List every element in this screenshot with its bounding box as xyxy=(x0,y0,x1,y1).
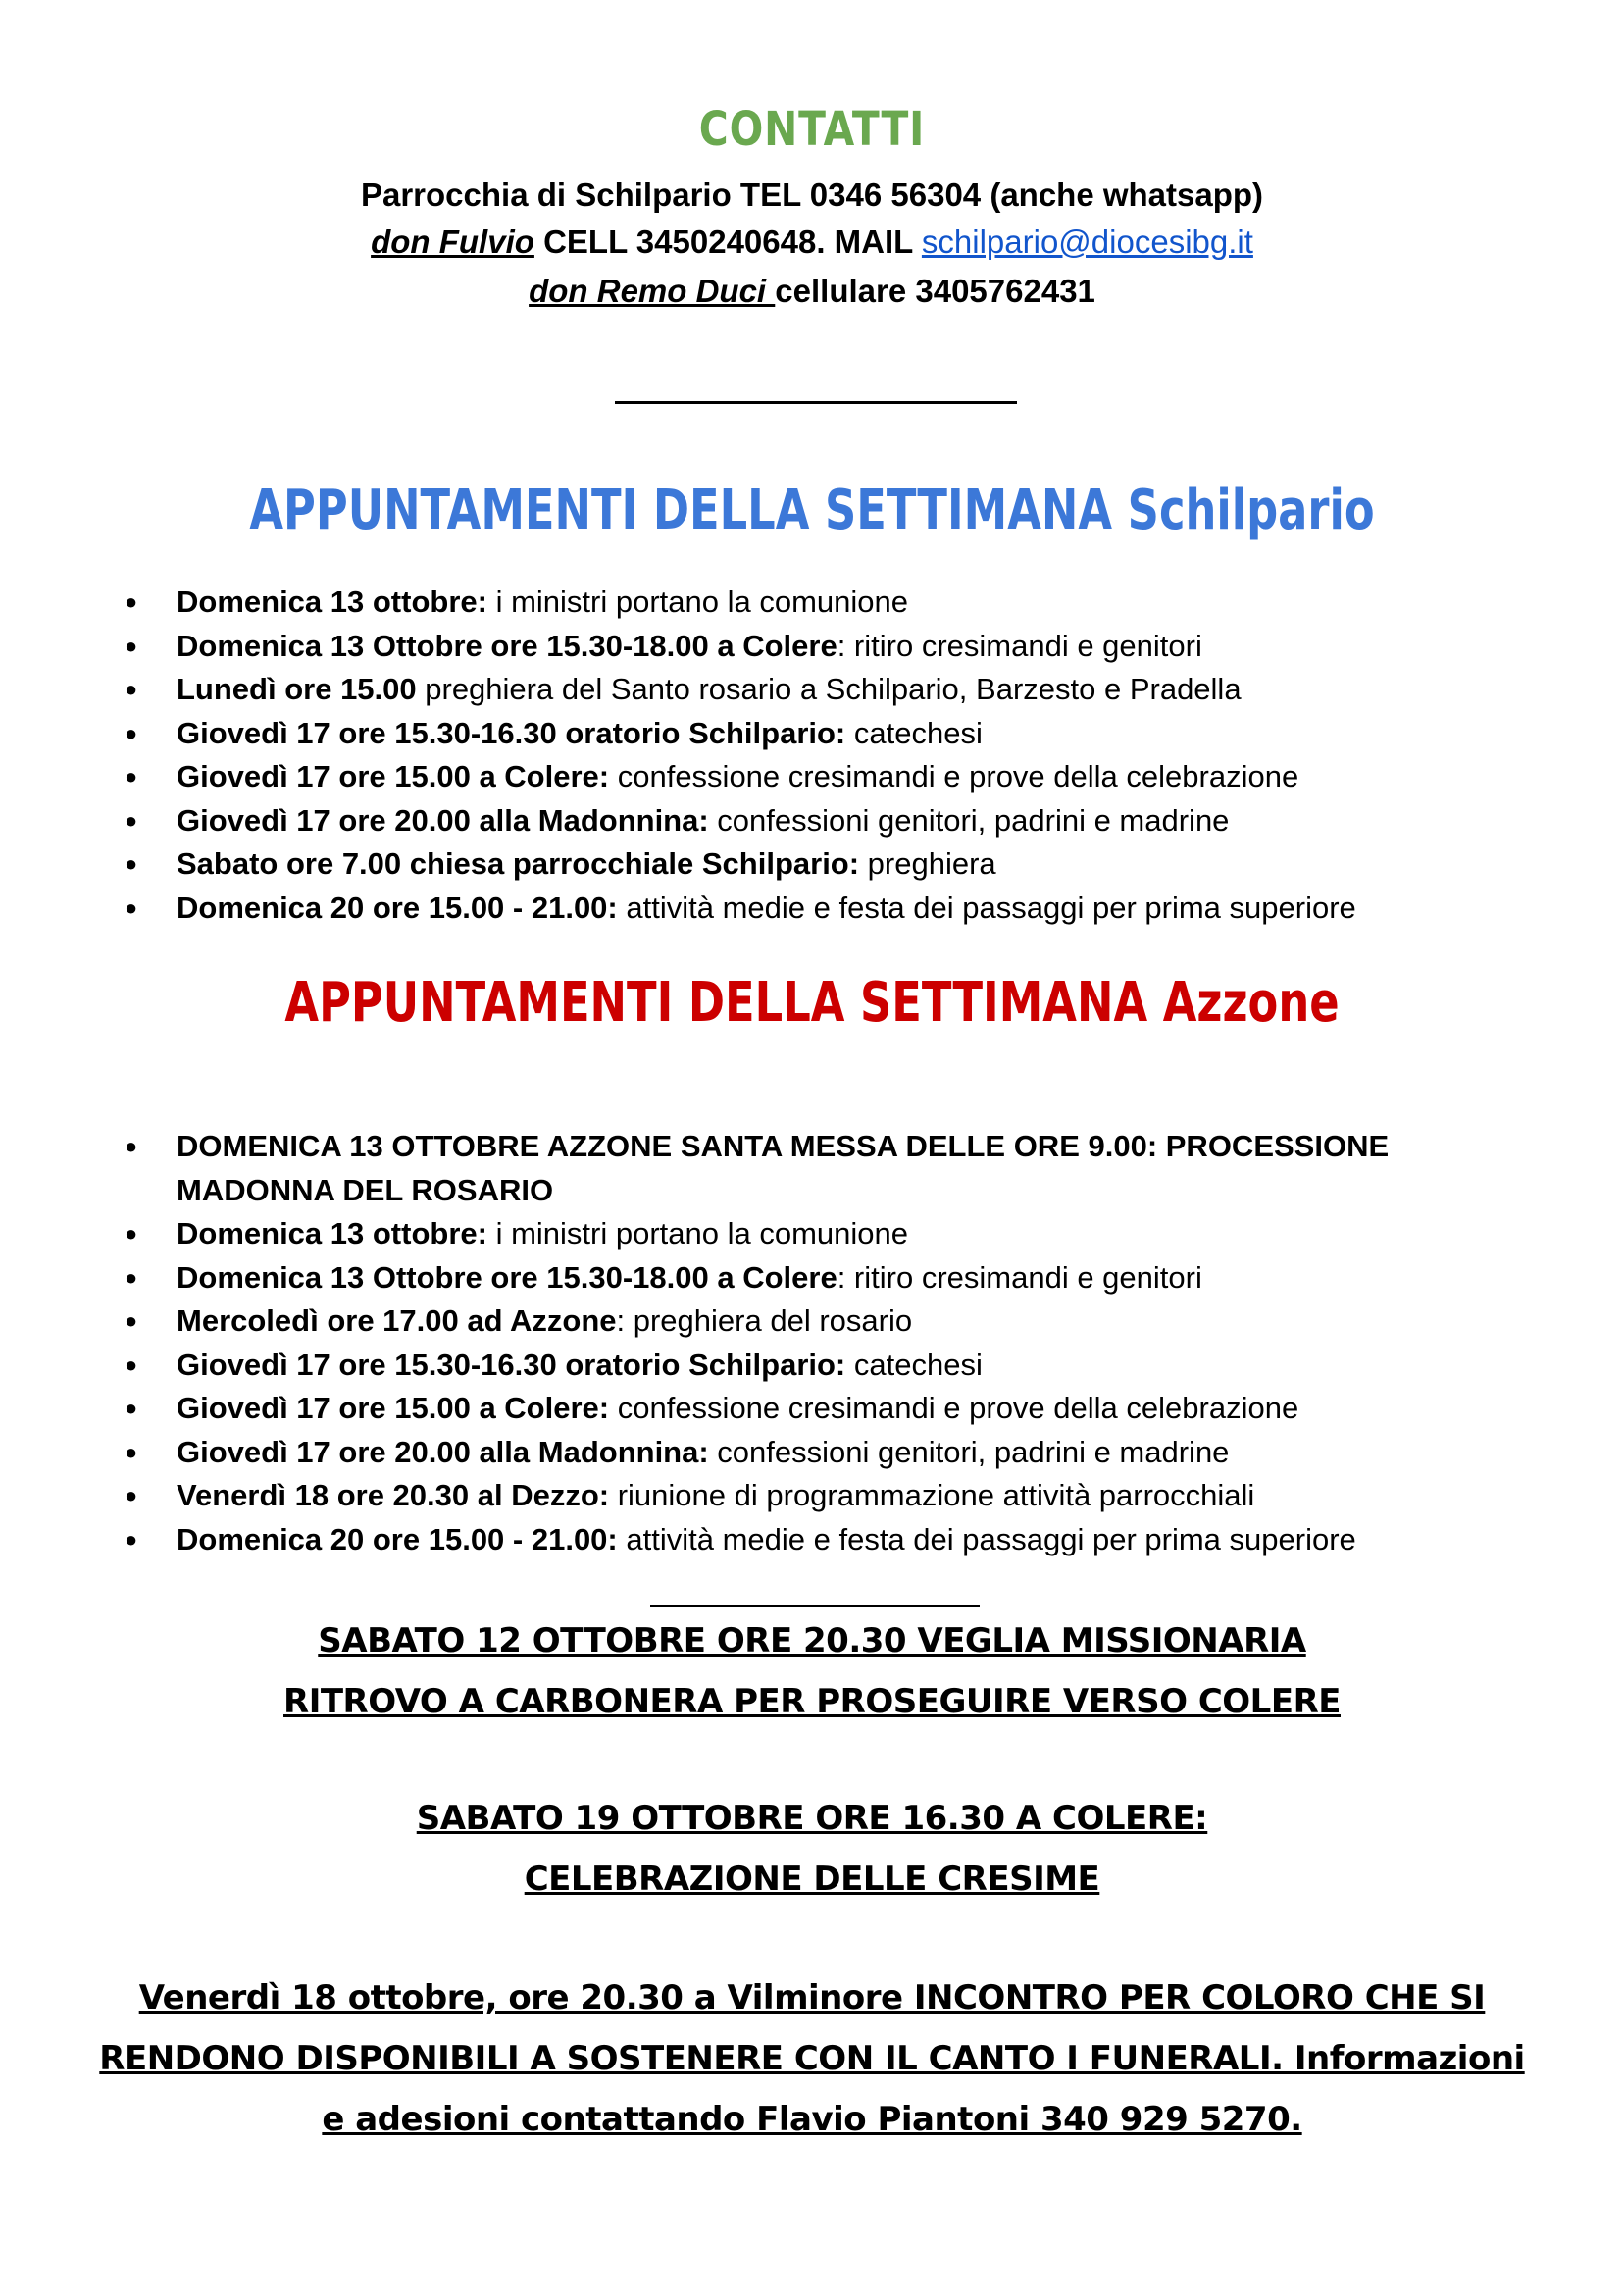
azzone-title: APPUNTAMENTI DELLA SETTIMANA Azzone xyxy=(284,971,1340,1035)
bullet-icon: ● xyxy=(125,1264,138,1290)
parish-phone-line: Parrocchia di Schilpario TEL 0346 56304 (anche whatsapp) xyxy=(360,177,1264,213)
list-item: ● Domenica 20 ore 15.00 - 21.00: attività medie e festa dei passaggi per prima superiore xyxy=(0,1518,1510,1562)
bullet-icon: ● xyxy=(125,720,138,745)
list-item: ● Giovedì 17 ore 20.00 alla Madonnina: confessioni genitori, padrini e madrine xyxy=(0,1431,1510,1475)
bullet-icon: ● xyxy=(125,633,138,658)
divider-bottom xyxy=(650,1605,980,1607)
azzone-list xyxy=(0,1125,1624,1561)
cresime-notice xyxy=(0,1788,1624,1910)
list-item: ● Mercoledì ore 17.00 ad Azzone: preghiera del rosario xyxy=(0,1300,1510,1344)
divider-top xyxy=(615,401,1017,404)
list-item: ● Domenica 20 ore 15.00 - 21.00: attività medie e festa dei passaggi per prima superiore xyxy=(0,887,1510,931)
don-remo-contact: cellulare 3405762431 xyxy=(775,273,1095,309)
bullet-icon: ● xyxy=(125,851,138,876)
list-item: ● Domenica 13 Ottobre ore 15.30-18.00 a Colere: ritiro cresimandi e genitori xyxy=(0,625,1510,669)
bullet-icon: ● xyxy=(125,1483,138,1507)
bullet-icon: ● xyxy=(125,764,138,789)
bullet-icon: ● xyxy=(125,1396,138,1420)
don-fulvio-line xyxy=(0,224,1624,261)
list-item: ● Giovedì 17 ore 20.00 alla Madonnina: confessioni genitori, padrini e madrine xyxy=(0,799,1510,843)
bullet-icon: ● xyxy=(125,894,138,920)
cresime-line-2: CELEBRAZIONE DELLE CRESIME xyxy=(524,1860,1100,1899)
funerali-notice xyxy=(0,1967,1624,2150)
bullet-icon: ● xyxy=(125,1351,138,1377)
list-item: ● Giovedì 17 ore 15.00 a Colere: confessione cresimandi e prove della celebrazione xyxy=(0,1387,1510,1431)
list-item: ● Sabato ore 7.00 chiesa parrocchiale Schilpario: preghiera xyxy=(0,842,1510,887)
bullet-icon: ● xyxy=(125,1221,138,1246)
bullet-icon: ● xyxy=(125,1134,138,1158)
contatti-title: CONTATTI xyxy=(698,102,926,157)
bullet-icon: ● xyxy=(125,677,138,701)
veglia-notice xyxy=(0,1610,1624,1732)
funerali-line-2: RENDONO DISPONIBILI A SOSTENERE CON IL CANTO I FUNERALI. Informazioni xyxy=(99,2039,1525,2078)
list-item: ● Domenica 13 ottobre: i ministri portano la comunione xyxy=(0,1212,1510,1256)
don-fulvio-name: don Fulvio xyxy=(371,224,534,260)
list-item: ● DOMENICA 13 OTTOBRE AZZONE SANTA MESSA DELLE ORE 9.00: PROCESSIONE MADONNA DEL ROSARIO xyxy=(0,1125,1510,1212)
funerali-line-1: Venerdì 18 ottobre, ore 20.30 a Vilminore INCONTRO PER COLORO CHE SI xyxy=(138,1978,1486,2017)
bullet-icon: ● xyxy=(125,1526,138,1552)
don-fulvio-contact: CELL 3450240648. MAIL xyxy=(533,224,922,260)
list-item: ● Giovedì 17 ore 15.30-16.30 oratorio Schilpario: catechesi xyxy=(0,1344,1510,1388)
bullet-icon: ● xyxy=(125,589,138,614)
bullet-icon: ● xyxy=(125,807,138,833)
email-link[interactable]: schilpario@diocesibg.it xyxy=(921,224,1253,260)
list-item: ● Domenica 13 Ottobre ore 15.30-18.00 a Colere: ritiro cresimandi e genitori xyxy=(0,1256,1510,1300)
veglia-line-1: SABATO 12 OTTOBRE ORE 20.30 VEGLIA MISSIONARIA xyxy=(318,1621,1306,1660)
schilpario-title: APPUNTAMENTI DELLA SETTIMANA Schilpario xyxy=(249,479,1375,542)
list-item: ● Lunedì ore 15.00 preghiera del Santo rosario a Schilpario, Barzesto e Pradella xyxy=(0,668,1510,712)
don-remo-name: don Remo Duci xyxy=(529,273,776,309)
bullet-icon: ● xyxy=(125,1308,138,1333)
list-item: ● Giovedì 17 ore 15.00 a Colere: confessione cresimandi e prove della celebrazione xyxy=(0,755,1510,799)
schilpario-list xyxy=(0,581,1624,930)
veglia-line-2: RITROVO A CARBONERA PER PROSEGUIRE VERSO COLERE xyxy=(283,1682,1341,1721)
don-remo-line xyxy=(0,273,1624,310)
list-item: ● Venerdì 18 ore 20.30 al Dezzo: riunione di programmazione attività parrocchiali xyxy=(0,1474,1510,1518)
funerali-line-3: e adesioni contattando Flavio Piantoni 340 929 5270. xyxy=(322,2100,1302,2139)
list-item: ● Giovedì 17 ore 15.30-16.30 oratorio Schilpario: catechesi xyxy=(0,712,1510,756)
list-item: ● Domenica 13 ottobre: i ministri portano la comunione xyxy=(0,581,1510,625)
cresime-line-1: SABATO 19 OTTOBRE ORE 16.30 A COLERE: xyxy=(416,1799,1208,1838)
bullet-icon: ● xyxy=(125,1439,138,1464)
